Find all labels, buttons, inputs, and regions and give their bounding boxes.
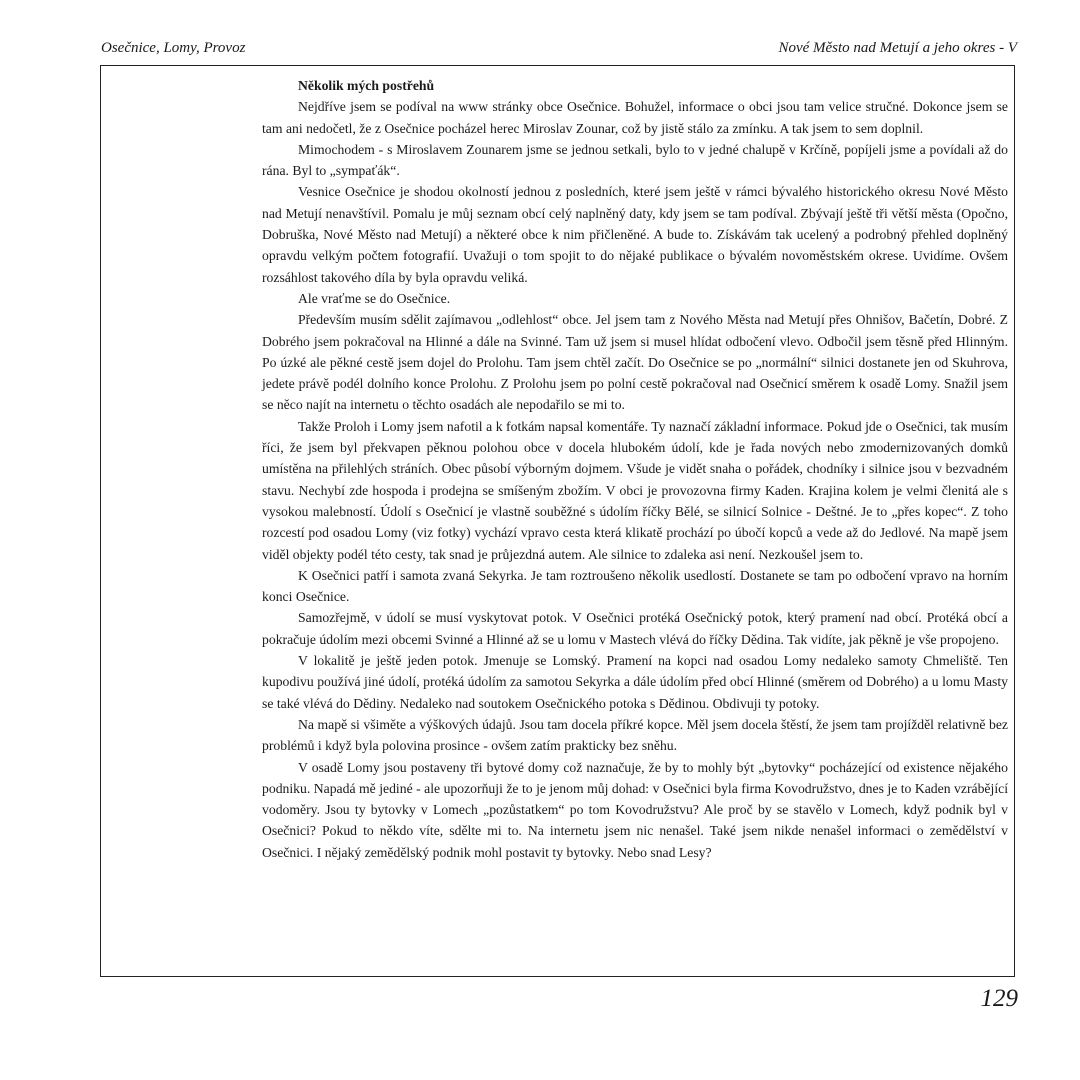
paragraph: Mimochodem - s Miroslavem Zounarem jsme se jednou setkali, bylo to v jedné chalupě v Krčíně, popíjeli jsme a povídali až do rána. Byl to „sympaťák“.: [262, 141, 1008, 179]
paragraph: Ale vraťme se do Osečnice.: [298, 290, 451, 306]
paragraph: Nejdříve jsem se podíval na www stránky obce Osečnice. Bohužel, informace o obci jsou tam velice stručné. Dokonce jsem se tam ani nedočetl, že z Osečnice pocházel herec Miroslav Zounar, což by jistě stálo za zmínku. A tak jsem to sem doplnil.: [262, 99, 1008, 136]
running-header-left: Osečnice, Lomy, Provoz: [101, 40, 246, 56]
paragraph: Především musím sdělit zajímavou „odlehlost“ obce. Jel jsem tam z Nového Města nad Metují přes Ohnišov, Bačetín, Dobré. Z Dobrého jsem pokračoval na Hlinné a dále na Svinné. Tam už jsem si musel hlídat odbočení vlevo. Odbočil jsem těsně před Hlinným. Po úzké ale pěkné cestě jsem dojel do Prolohu. Tam jsem chtěl začít. Do Osečnice se po „normální“ silnici dostanete jen od Skuhrova, jedete právě podél dolního konce Prolohu. Z Prolohu jsem po polní cestě pokračoval nad Osečnicí směrem k osadě Lomy. Snažil jsem se něco najít na internetu o těchto osadách ale nepodařilo se mi to.: [262, 312, 1008, 413]
paragraph: Takže Proloh i Lomy jsem nafotil a k fotkám napsal komentáře. Ty naznačí základní informace. Pokud jde o Osečnici, tak musím říci, že jsem byl překvapen pěknou polohou obce v docela hlubokém údolí, kde je řada nových nebo zmodernizovaných domků umístěna na přilehlých stráních. Obec působí výborným dojmem. Všude je vidět snaha o pořádek, chodníky i silnice jsou v bezvadném stavu. Nechybí zde hospoda i prodejna se smíšeným zbožím. V obci je provozovna firmy Kaden. Krajina kolem je velmi členitá ale s vysokou malebností. Údolí s Osečnicí je vlastně souběžné s údolím říčky Bělé, se silnicí Solnice - Deštné. Je to „přes kopec“. Z toho rozcestí pod osadou Lomy (viz fotky) vychází vpravo cesta která klikatě prochází po úbočí kopců a vede až do Jedlové. Na mapě jsem viděl objekty podél této cesty, tak snad je průjezdná autem. Ale silnice to zdaleka asi není. Nezkoušel jsem to.: [262, 418, 1008, 562]
article-body: [262, 75, 1008, 863]
page-number: 129: [980, 985, 1018, 1012]
running-header-right: Nové Město nad Metují a jeho okres - V: [778, 40, 1017, 56]
article-heading: Několik mých postřehů: [298, 78, 435, 93]
paragraph: Na mapě si všiměte a výškových údajů. Jsou tam docela příkré kopce. Měl jsem docela štěstí, že jsem tam projížděl relativně bez problémů i když byla polovina prosince - ovšem zatím prakticky bez sněhu.: [262, 716, 1008, 754]
paragraph: K Osečnici patří i samota zvaná Sekyrka. Je tam roztroušeno několik usedlostí. Dostanete se tam po odbočení vpravo na horním konci Osečnice.: [262, 567, 1008, 605]
paragraph: Samozřejmě, v údolí se musí vyskytovat potok. V Osečnici protéká Osečnický potok, který pramení nad obcí. Protéká obcí a pokračuje údolím mezi obcemi Svinné a Hlinné až se u lomu v Mastech vlévá do říčky Dědina. Tak vidíte, jak pěkně je vše propojeno.: [262, 610, 1008, 647]
paragraph: V osadě Lomy jsou postaveny tři bytové domy což naznačuje, že by to mohly být „bytovky“ pocházející od existence nějakého podniku. Napadá mě jediné - ale upozorňuji že to je jenom můj dohad: v Osečnici byla firma Kovodružstvo, dnes je to Kaden vzrábějící vodoměry. Jsou ty bytovky v Lomech „pozůstatkem“ po tom Kovodružstvu? Ale proč by se stavělo v Lomech, když podnik byl v Osečnici? Pokud to někdo víte, sdělte mi to. Na internetu jsem nic nenašel. Také jsem nikde nenašel informaci o zemědělství v Osečnici. I nějaký zemědělský podnik mohl postavit ty bytovky. Nebo snad Lesy?: [262, 759, 1008, 860]
paragraph: Vesnice Osečnice je shodou okolností jednou z posledních, které jsem ještě v rámci bývalého historického okresu Nové Město nad Metují nenavštívil. Pomalu je můj seznam obcí celý naplněný daty, kdy jsem se tam podíval. Zbývají ještě tři větší města (Opočno, Dobruška, Nové Město nad Metují) a některé obce k nim přičleněné. A bude to. Získávám tak ucelený a podrobný přehled doplněný opravdu velkým počtem fotografií. Uvažuji o tom spojit to do nějaké publikace o bývalém novoměstském okrese. Uvidíme. Ovšem rozsáhlost takového díla by byla opravdu veliká.: [262, 184, 1008, 285]
paragraph: V lokalitě je ještě jeden potok. Jmenuje se Lomský. Pramení na kopci nad osadou Lomy nedaleko samoty Chmeliště. Ten kupodivu používá jiné údolí, protéká údolím za samotou Sekyrka a dále údolím před obcí Hlinné (směrem od Dobrého) a u lomu Masty se také vlévá do Dědiny. Nedaleko nad soutokem Osečnického potoka s Dědinou. Obdivuji ty potoky.: [262, 653, 1008, 711]
